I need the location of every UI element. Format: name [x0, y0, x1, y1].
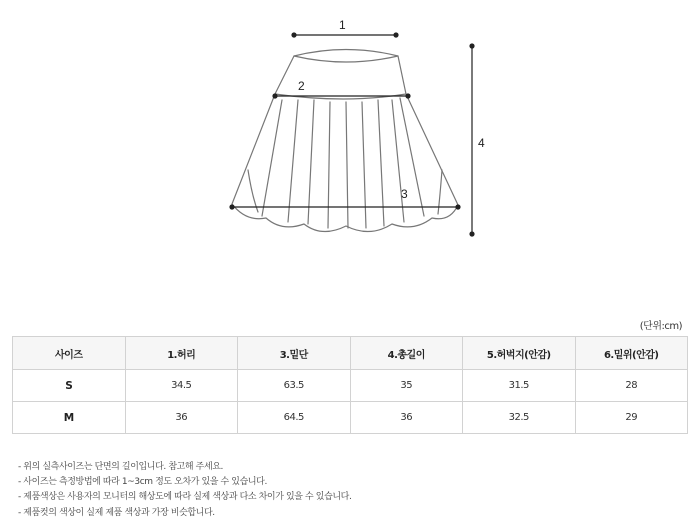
table-cell: 36	[125, 402, 238, 434]
size-cell: M	[13, 402, 126, 434]
measure-point	[272, 93, 277, 98]
skirt-body	[232, 94, 458, 232]
measure-label-2: 2	[298, 79, 305, 93]
table-row	[13, 402, 688, 434]
measurement-points	[229, 32, 474, 236]
pleat-line	[362, 102, 366, 228]
size-cell: S	[13, 370, 126, 402]
measure-point	[455, 204, 460, 209]
measure-point	[469, 43, 474, 48]
column-header: 1.허리	[125, 337, 238, 370]
measure-label-3: 3	[401, 187, 408, 201]
notes-list	[18, 460, 351, 521]
measure-label-1: 1	[339, 18, 346, 32]
measurement-lines	[232, 35, 472, 234]
note-item: - 제품컷의 색상이 실제 제품 색상과 가장 비슷합니다.	[18, 507, 215, 518]
table-cell: 34.5	[125, 370, 238, 402]
skirt-waistband	[275, 50, 406, 100]
column-header: 4.총길이	[350, 337, 463, 370]
pleat-line	[346, 102, 348, 228]
column-header: 사이즈	[13, 337, 126, 370]
table-cell: 63.5	[238, 370, 351, 402]
note-item: - 제품색상은 사용자의 모니터의 해상도에 따라 실제 색상과 다소 차이가 있을 수 있습니다.	[18, 492, 352, 503]
pleat-line	[248, 170, 258, 212]
table-cell: 32.5	[463, 402, 576, 434]
unit-label: (단위:cm)	[639, 321, 682, 332]
pleat-line	[262, 100, 282, 216]
measure-point	[405, 93, 410, 98]
note-item: - 위의 실측사이즈는 단면의 길이입니다. 참고해 주세요.	[18, 462, 224, 472]
table-row	[13, 370, 688, 402]
pleat-line	[328, 102, 330, 228]
column-header: 6.밑위(안감)	[575, 337, 688, 370]
table-cell: 31.5	[463, 370, 576, 402]
table-cell: 36	[350, 402, 463, 434]
waistband-top-edge	[294, 56, 398, 62]
pleat-line	[288, 100, 298, 222]
note-item: - 사이즈는 측정방법에 따라 1~3cm 정도 오차가 있을 수 있습니다.	[18, 477, 267, 488]
table-cell: 28	[575, 370, 688, 402]
column-header: 5.허벅지(안감)	[463, 337, 576, 370]
measure-point	[229, 204, 234, 209]
measure-point	[393, 32, 398, 37]
table-cell: 35	[350, 370, 463, 402]
skirt-illustration	[232, 50, 458, 232]
column-header: 3.밑단	[238, 337, 351, 370]
size-table	[12, 336, 688, 434]
pleat-line	[392, 100, 404, 222]
measure-point	[469, 231, 474, 236]
table-cell: 29	[575, 402, 688, 434]
measure-point	[291, 32, 296, 37]
pleat-line	[308, 100, 314, 224]
table-header-row	[13, 337, 688, 370]
table-cell: 64.5	[238, 402, 351, 434]
measure-label-4: 4	[478, 136, 485, 150]
